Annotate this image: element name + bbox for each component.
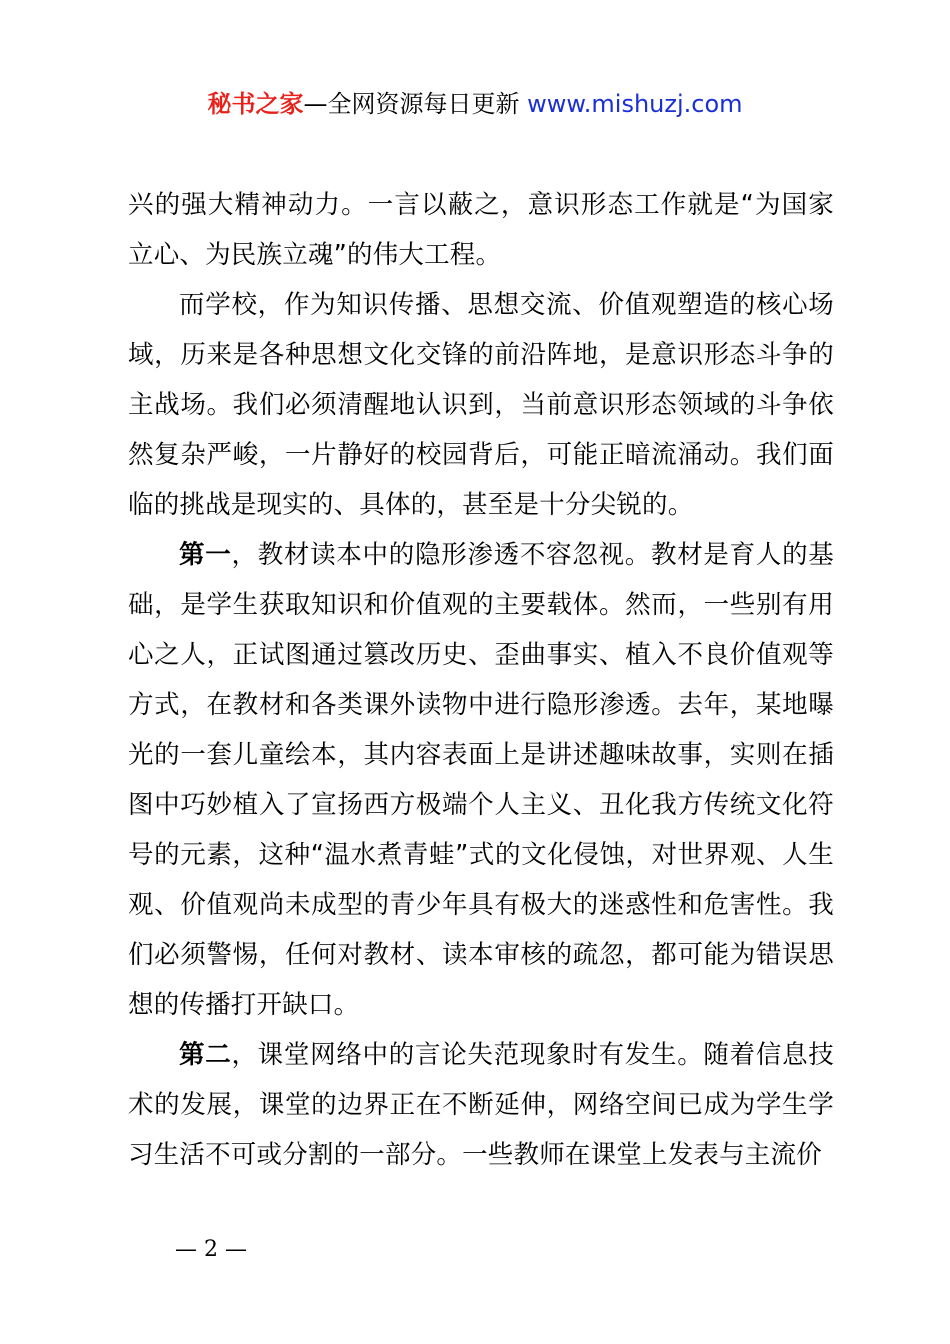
paragraph-first-point [128,530,834,1030]
paragraph-school [128,280,834,530]
page-header [0,86,950,122]
paragraph-text: 而学校，作为知识传播、思想交流、价值观塑造的核心场域，历来是各种思想文化交锋的前沿阵地，是意识形态斗争的主战场。我们必须清醒地认识到，当前意识形态领域的斗争依然复杂严峻，一片静好的校园背后，可能正暗流涌动。我们面临的挑战是现实的、具体的，甚至是十分尖锐的。 [128,290,834,520]
header-brand: 秘书之家 [207,90,304,118]
paragraph-lead: 第一 [179,540,232,570]
paragraph-text: ，教材读本中的隐形渗透不容忽视。教材是育人的基础，是学生获取知识和价值观的主要载体。然而，一些别有用心之人，正试图通过篡改历史、歪曲事实、植入不良价值观等方式，在教材和各类课外读物中进行隐形渗透。去年，某地曝光的一套儿童绘本，其内容表面上是讲述趣味故事，实则在插图中巧妙植入了宣扬西方极端个人主义、丑化我方传统文化符号的元素，这种“温水煮青蛙”式的文化侵蚀，对世界观、人生观、价值观尚未成型的青少年具有极大的迷惑性和危害性。我们必须警惕，任何对教材、读本审核的疏忽，都可能为错误思想的传播打开缺口。 [128,540,834,1020]
paragraph-text: ，课堂网络中的言论失范现象时有发生。随着信息技术的发展，课堂的边界正在不断延伸，网络空间已成为学生学习生活不可或分割的一部分。一些教师在课堂上发表与主流价 [128,1040,834,1170]
header-slogan: —全网资源每日更新 [303,90,520,118]
page-number: — 2 — [175,1237,247,1262]
paragraph-lead: 第二 [179,1040,232,1070]
paragraph-continuation [128,180,834,280]
paragraph-second-point [128,1030,834,1180]
header-url-link[interactable]: www.mishuzj.com [527,90,743,118]
paragraph-text: 兴的强大精神动力。一言以蔽之，意识形态工作就是“为国家立心、为民族立魂”的伟大工程。 [128,190,834,270]
document-body [128,180,834,1180]
